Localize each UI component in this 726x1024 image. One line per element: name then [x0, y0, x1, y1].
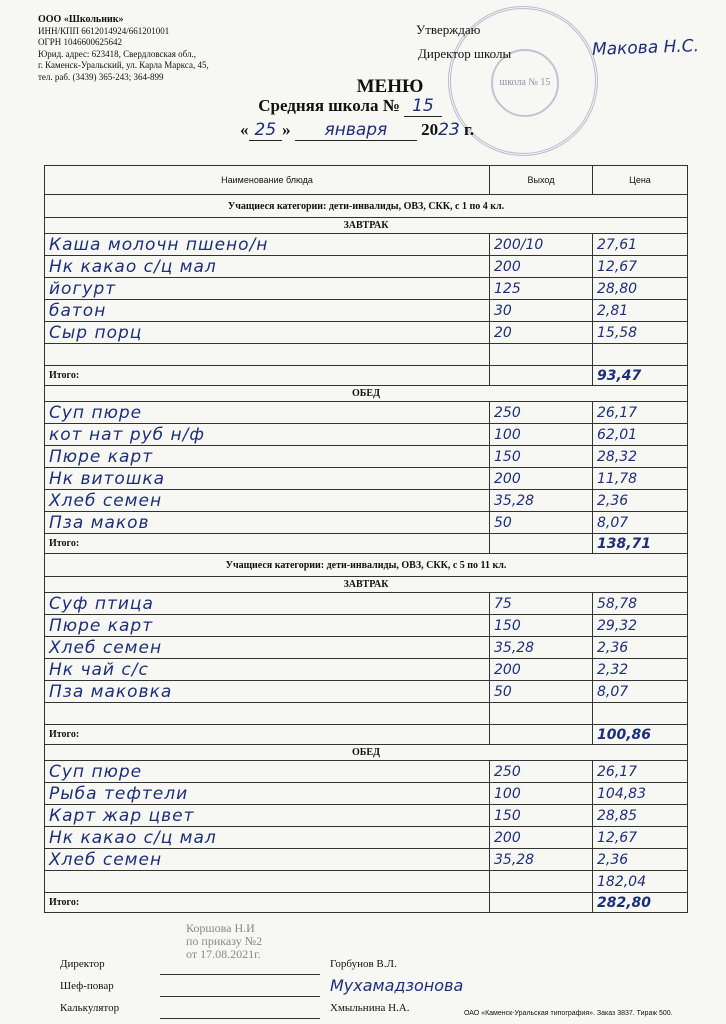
output-cell: [490, 344, 593, 366]
price-cell-text: 2,36: [597, 639, 629, 656]
dish-cell: [45, 615, 490, 637]
output-cell-text: 250: [494, 763, 521, 780]
total-price-cell-text: 138,71: [597, 535, 652, 552]
total-price-cell: [593, 534, 688, 554]
output-cell-text: 35,28: [494, 492, 535, 509]
org-ogrn: ОГРН 1046600625642: [38, 37, 122, 47]
signature-line: [160, 958, 320, 975]
signature-row: [60, 953, 463, 975]
price-cell-text: 2,81: [597, 302, 629, 319]
org-inn: ИНН/КПП 6612014924/661201001: [38, 25, 170, 36]
output-cell: [490, 637, 593, 659]
output-cell-text: 50: [494, 683, 512, 700]
total-label-cell: [45, 725, 490, 745]
dish-cell: [45, 490, 490, 512]
total-label-cell-text: Итого:: [49, 729, 80, 740]
dish-cell-text: Суп пюре: [49, 761, 143, 782]
output-cell: [490, 827, 593, 849]
price-cell-text: 15,58: [597, 324, 638, 341]
col-header-output: Выход: [490, 166, 593, 195]
col-header-name: Наименование блюда: [45, 166, 490, 195]
output-cell: [490, 234, 593, 256]
output-cell: [490, 659, 593, 681]
price-cell: [593, 849, 688, 871]
col-header-price: Цена: [593, 166, 688, 195]
output-cell-text: 200: [494, 829, 521, 846]
output-cell: [490, 703, 593, 725]
output-cell: [490, 278, 593, 300]
table-row: [45, 256, 688, 278]
price-cell: [593, 805, 688, 827]
signature-role: Директор: [60, 958, 105, 970]
output-cell: [490, 849, 593, 871]
meal-row: [45, 386, 688, 402]
price-cell-text: 182,04: [597, 873, 646, 890]
total-label-cell: [45, 366, 490, 386]
dish-cell: [45, 681, 490, 703]
meal-cell: [45, 386, 688, 402]
meal-cell-text: ОБЕД: [352, 388, 380, 399]
dish-cell: [45, 783, 490, 805]
date-month: января: [295, 120, 417, 141]
year-suffix: 23: [438, 120, 460, 140]
subtitle-prefix: Средняя школа №: [258, 96, 400, 115]
price-cell-text: 62,01: [597, 426, 638, 443]
output-cell: [490, 512, 593, 534]
price-cell: [593, 446, 688, 468]
signature-line: [160, 980, 320, 997]
total-price-cell-text: 100,86: [597, 726, 652, 743]
output-cell: [490, 424, 593, 446]
dish-cell-text: Нк витошка: [49, 468, 166, 489]
price-cell: [593, 512, 688, 534]
date-day: 25: [249, 120, 283, 141]
dish-cell-text: Хлеб семен: [49, 490, 163, 511]
table-row: [45, 234, 688, 256]
meal-row: [45, 745, 688, 761]
dish-cell-text: Нк чай с/с: [49, 659, 149, 680]
output-cell-text: 200: [494, 258, 521, 275]
org-address-2: г. Каменск-Уральский, ул. Карла Маркса, 45,: [38, 60, 209, 70]
meal-cell: [45, 218, 688, 234]
dish-cell: [45, 827, 490, 849]
table-row: [45, 783, 688, 805]
dish-cell-text: Суп пюре: [49, 402, 143, 423]
dish-cell-text: батон: [49, 300, 107, 321]
dish-cell-text: Пюре карт: [49, 615, 154, 636]
price-cell-text: 11,78: [597, 470, 638, 487]
meal-cell-text: ЗАВТРАК: [343, 579, 389, 590]
category-row: [45, 554, 688, 577]
output-cell: [490, 593, 593, 615]
table-row: [45, 402, 688, 424]
school-number: 15: [404, 96, 442, 117]
output-cell: [490, 468, 593, 490]
output-cell-text: 35,28: [494, 639, 535, 656]
price-cell: [593, 424, 688, 446]
output-cell-text: 200/10: [494, 236, 544, 253]
signature-role: Шеф-повар: [60, 980, 114, 992]
table-row: [45, 593, 688, 615]
printer-footer: ОАО «Каменск-Уральская типография». Заказ 3837. Тираж 500.: [464, 1010, 673, 1017]
total-price-cell-text: 93,47: [597, 367, 642, 384]
output-cell-text: 200: [494, 470, 521, 487]
quote-open: «: [240, 120, 249, 139]
price-cell-text: 28,85: [597, 807, 638, 824]
price-cell: [593, 761, 688, 783]
price-cell-text: 28,80: [597, 280, 638, 297]
total-price-cell: [593, 725, 688, 745]
table-row: [45, 424, 688, 446]
dish-cell: [45, 871, 490, 893]
table-row: [45, 278, 688, 300]
total-price-cell-text: 282,80: [597, 894, 652, 911]
price-cell: [593, 637, 688, 659]
page-title: МЕНЮ: [356, 76, 424, 97]
category-cell-text: Учащиеся категории: дети-инвалиды, ОВЗ, СКК, с 5 по 11 кл.: [225, 559, 507, 571]
total-row: [45, 725, 688, 745]
total-row: [45, 366, 688, 386]
dish-cell-text: Пза маковка: [49, 681, 173, 702]
dish-cell-text: Нк какао с/ц мал: [49, 256, 217, 277]
category-cell: [45, 554, 688, 577]
total-row: [45, 534, 688, 554]
table-row: [45, 849, 688, 871]
dish-cell: [45, 322, 490, 344]
meal-row: [45, 218, 688, 234]
price-cell: [593, 615, 688, 637]
price-cell: [593, 300, 688, 322]
output-cell-text: 150: [494, 617, 521, 634]
total-label-cell: [45, 534, 490, 554]
signature-name: Хмыльнина Н.А.: [330, 1002, 410, 1014]
output-cell: [490, 446, 593, 468]
price-cell: [593, 234, 688, 256]
total-output-cell: [490, 534, 593, 554]
dish-cell: [45, 344, 490, 366]
output-cell: [490, 300, 593, 322]
dish-cell: [45, 256, 490, 278]
price-cell: [593, 402, 688, 424]
signature-role: Калькулятор: [60, 1002, 120, 1014]
table-row: [45, 344, 688, 366]
price-cell: [593, 468, 688, 490]
table-row: [45, 512, 688, 534]
dish-cell: [45, 805, 490, 827]
price-cell-text: 2,32: [597, 661, 629, 678]
price-cell: [593, 278, 688, 300]
category-row: [45, 195, 688, 218]
quote-close: »: [282, 120, 291, 139]
menu-date: [240, 120, 474, 141]
approve-label: Утверждаю: [416, 22, 481, 37]
stamp-center: школа № 15: [491, 49, 559, 117]
output-cell-text: 75: [494, 595, 512, 612]
dish-cell-text: Хлеб семен: [49, 637, 163, 658]
price-cell-text: 12,67: [597, 829, 638, 846]
table-row: [45, 871, 688, 893]
menu-table: [44, 165, 688, 913]
signature-handwritten-name: Мухамадзонова: [330, 976, 464, 995]
table-row: [45, 490, 688, 512]
year-unit: г.: [464, 120, 475, 139]
signature-line: [160, 1002, 320, 1019]
year-prefix: 20: [421, 120, 439, 139]
dish-cell: [45, 402, 490, 424]
meal-cell-text: ОБЕД: [352, 747, 380, 758]
price-cell-text: 26,17: [597, 404, 638, 421]
output-cell: [490, 871, 593, 893]
price-cell: [593, 256, 688, 278]
dish-cell: [45, 446, 490, 468]
dish-cell-text: Рыба тефтели: [49, 783, 189, 804]
price-cell-text: 104,83: [597, 785, 646, 802]
org-name: ООО «Школьник»: [38, 14, 124, 25]
price-cell: [593, 871, 688, 893]
dish-cell-text: кот нат руб н/ф: [49, 424, 205, 445]
table-row: [45, 827, 688, 849]
total-output-cell: [490, 366, 593, 386]
output-cell: [490, 783, 593, 805]
table-row: [45, 300, 688, 322]
total-row: [45, 893, 688, 913]
table-row: [45, 446, 688, 468]
output-cell-text: 30: [494, 302, 512, 319]
total-output-cell: [490, 725, 593, 745]
faint-line-2: по приказу №2: [186, 934, 263, 948]
faint-line-1: Коршова Н.И: [186, 921, 255, 935]
table-header-row: [45, 166, 688, 195]
price-cell: [593, 593, 688, 615]
price-cell-text: 12,67: [597, 258, 638, 275]
dish-cell-text: Пюре карт: [49, 446, 154, 467]
price-cell-text: 8,07: [597, 514, 629, 531]
output-cell-text: 50: [494, 514, 512, 531]
meal-cell-text: ЗАВТРАК: [343, 220, 389, 231]
output-cell: [490, 256, 593, 278]
total-price-cell: [593, 893, 688, 913]
output-cell: [490, 681, 593, 703]
price-cell: [593, 490, 688, 512]
signature-row: [60, 997, 463, 1019]
total-output-cell: [490, 893, 593, 913]
table-row: [45, 761, 688, 783]
output-cell-text: 150: [494, 807, 521, 824]
category-cell: [45, 195, 688, 218]
price-cell: [593, 783, 688, 805]
dish-cell: [45, 278, 490, 300]
org-phone: тел. раб. (3439) 365-243; 364-899: [38, 71, 164, 82]
dish-cell-text: Суф птица: [49, 593, 154, 614]
output-cell-text: 200: [494, 661, 521, 678]
output-cell-text: 100: [494, 785, 521, 802]
output-cell: [490, 322, 593, 344]
dish-cell: [45, 593, 490, 615]
signatures-block: [60, 953, 463, 1019]
meal-cell: [45, 577, 688, 593]
table-row: [45, 681, 688, 703]
table-row: [45, 615, 688, 637]
dish-cell: [45, 659, 490, 681]
org-address-1: Юрид. адрес: 623418, Свердловская обл.,: [38, 48, 196, 59]
meal-row: [45, 577, 688, 593]
dish-cell: [45, 761, 490, 783]
output-cell: [490, 402, 593, 424]
price-cell-text: 8,07: [597, 683, 629, 700]
output-cell: [490, 490, 593, 512]
dish-cell: [45, 849, 490, 871]
price-cell-text: 28,32: [597, 448, 638, 465]
dish-cell-text: Хлеб семен: [49, 849, 163, 870]
table-row: [45, 703, 688, 725]
table-row: [45, 659, 688, 681]
dish-cell-text: Сыр порц: [49, 322, 143, 343]
total-price-cell: [593, 366, 688, 386]
dish-cell-text: Каша молочн пшено/н: [49, 234, 269, 255]
director-signature-name: Макова Н.С.: [591, 36, 700, 60]
total-label-cell-text: Итого:: [49, 897, 80, 908]
table-row: [45, 322, 688, 344]
table-row: [45, 805, 688, 827]
price-cell: [593, 659, 688, 681]
faint-line-3: от 17.08.2021г.: [186, 947, 261, 961]
output-cell: [490, 615, 593, 637]
output-cell-text: 150: [494, 448, 521, 465]
price-cell: [593, 681, 688, 703]
price-cell-text: 2,36: [597, 851, 629, 868]
price-cell: [593, 344, 688, 366]
dish-cell-text: Нк какао с/ц мал: [49, 827, 217, 848]
dish-cell: [45, 703, 490, 725]
output-cell: [490, 761, 593, 783]
output-cell-text: 20: [494, 324, 512, 341]
menu-table-body: [45, 166, 688, 913]
output-cell-text: 125: [494, 280, 521, 297]
table-row: [45, 468, 688, 490]
dish-cell-text: Пза маков: [49, 512, 150, 533]
school-subtitle: [0, 96, 700, 116]
output-cell-text: 100: [494, 426, 521, 443]
output-cell-text: 250: [494, 404, 521, 421]
price-cell: [593, 827, 688, 849]
dish-cell: [45, 300, 490, 322]
output-cell-text: 35,28: [494, 851, 535, 868]
dish-cell: [45, 424, 490, 446]
signature-row: [60, 975, 463, 997]
total-label-cell: [45, 893, 490, 913]
price-cell: [593, 703, 688, 725]
total-label-cell-text: Итого:: [49, 538, 80, 549]
dish-cell: [45, 468, 490, 490]
output-cell: [490, 805, 593, 827]
total-label-cell-text: Итого:: [49, 370, 80, 381]
category-cell-text: Учащиеся категории: дети-инвалиды, ОВЗ, СКК, с 1 по 4 кл.: [227, 200, 505, 212]
price-cell-text: 29,32: [597, 617, 638, 634]
price-cell-text: 26,17: [597, 763, 638, 780]
price-cell-text: 2,36: [597, 492, 629, 509]
dish-cell: [45, 234, 490, 256]
organization-block: [38, 14, 338, 83]
director-school-label: Директор школы: [418, 46, 512, 61]
price-cell-text: 58,78: [597, 595, 638, 612]
price-cell-text: 27,61: [597, 236, 638, 253]
dish-cell: [45, 637, 490, 659]
price-cell: [593, 322, 688, 344]
meal-cell: [45, 745, 688, 761]
dish-cell: [45, 512, 490, 534]
signature-name: Горбунов В.Л.: [330, 958, 397, 970]
table-row: [45, 637, 688, 659]
dish-cell-text: Карт жар цвет: [49, 805, 195, 826]
dish-cell-text: йогурт: [49, 278, 117, 299]
